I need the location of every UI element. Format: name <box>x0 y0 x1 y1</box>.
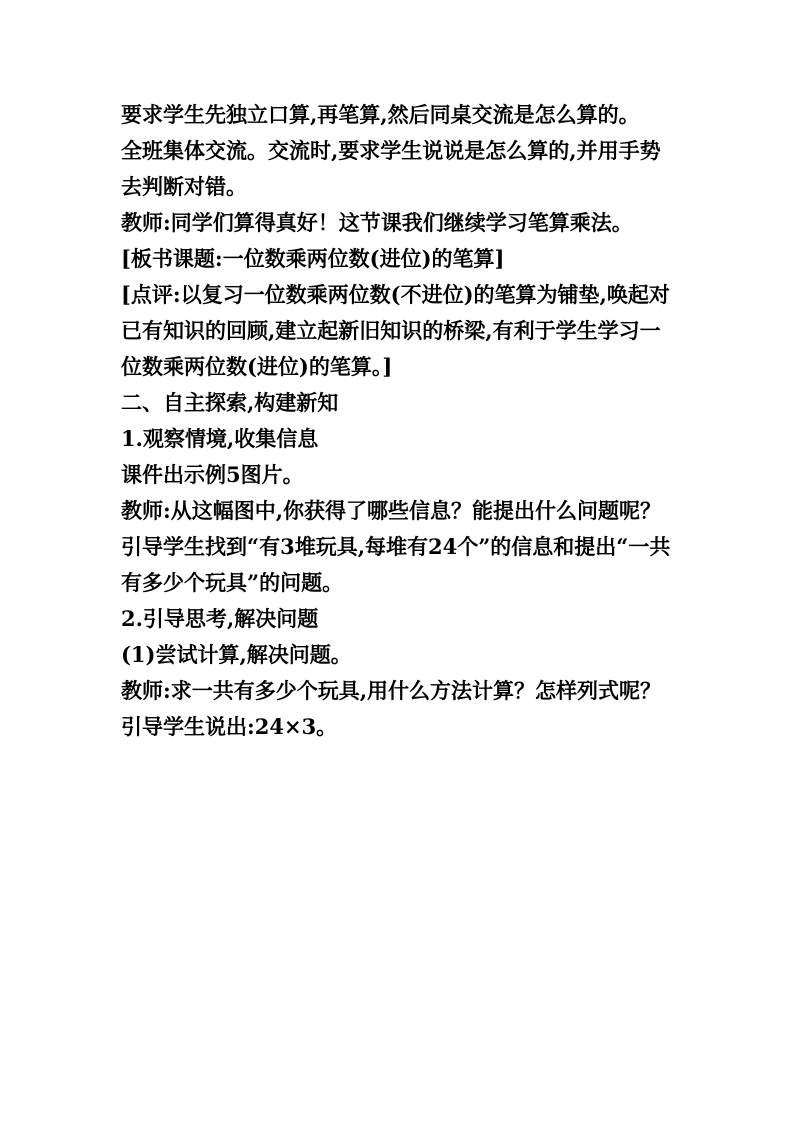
paragraph-teacher-method: 教师:求一共有多少个玩具,用什么方法计算？怎样列式呢？ <box>121 678 662 703</box>
paragraph-teacher-question: 教师:从这幅图中,你获得了哪些信息？能提出什么问题呢？ <box>121 498 662 523</box>
paragraph-teacher-praise: 教师:同学们算得真好！这节课我们继续学习笔算乘法。 <box>121 210 633 235</box>
paragraph-guide-info: 引导学生找到“有3堆玩具,每堆有24个”的信息和提出“一共有多少个玩具”的问题。 <box>121 534 671 595</box>
paragraph-board-title: [板书课题:一位数乘两位数(进位)的笔算] <box>121 246 505 271</box>
paragraph-formula: 引导学生说出:24×3。 <box>121 714 338 739</box>
paragraph-commentary: [点评:以复习一位数乘两位数(不进位)的笔算为铺垫,唤起对已有知识的回顾,建立起新旧知识的桥梁,有利于学生学习一位数乘两位数(进位)的笔算。] <box>121 282 670 379</box>
paragraph-try-calc: (1)尝试计算,解决问题。 <box>121 642 352 667</box>
subheading-think-solve: 2.引导思考,解决问题 <box>121 606 319 631</box>
document-body <box>121 97 681 745</box>
subheading-observe: 1.观察情境,收集信息 <box>121 426 319 451</box>
section-heading-explore: 二、自主探索,构建新知 <box>121 390 339 415</box>
paragraph-show-example: 课件出示例5图片。 <box>121 462 304 487</box>
paragraph-class-discussion: 全班集体交流。交流时,要求学生说说是怎么算的,并用手势去判断对错。 <box>121 138 661 199</box>
paragraph-oral-then-written: 要求学生先独立口算,再笔算,然后同桌交流是怎么算的。 <box>121 102 640 127</box>
